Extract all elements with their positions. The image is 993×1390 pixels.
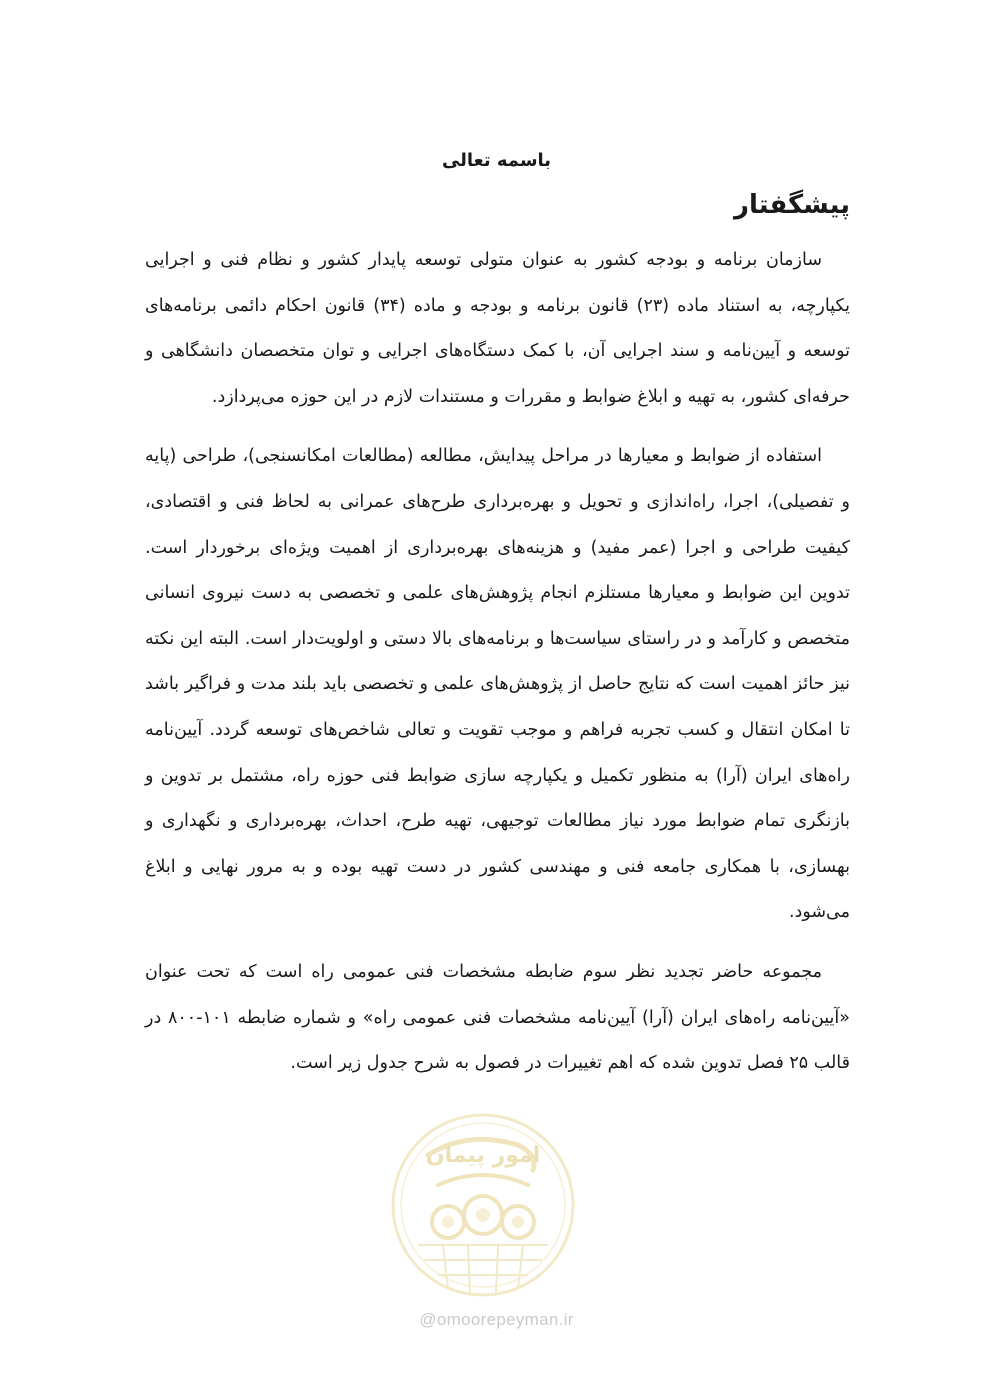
paragraph-3: مجموعه حاضر تجدید نظر سوم ضابطه مشخصات فنی عمومی راه است که تحت عنوان «آیین‌نامه راه‌های ایران (آرا) آیین‌نامه مشخصات فنی عمومی راه» و شماره ضابطه ۱۰۱-۸۰۰ در قالب ۲۵ فصل تدوین شده که اهم تغییرات در فصول به شرح جدول زیر است. [145,961,850,1074]
watermark-site: @omoorepeyman.ir [419,1310,574,1329]
paragraph-2: استفاده از ضوابط و معیارها در مراحل پیدایش، مطالعه (مطالعات امکانسنجی)، طراحی (پایه و تفصیلی)، اجرا، راه‌اندازی و تحویل و بهره‌برداری طرح‌های عمرانی به لحاظ فنی و اقتصادی، کیفیت طراحی و اجرا (عمر مفید) و هزینه‌های بهره‌برداری از اهمیت ویژه‌ای برخوردار است. تدوین این ضوابط و معیارها مستلزم انجام پژوهش‌های علمی و تخصصی به دست نیروی انسانی متخصص و کارآمد و در راستای سیاست‌ها و برنامه‌های بالا دستی و اولویت‌دار است. البته این نکته نیز حائز اهمیت است که نتایج حاصل از پژوهش‌های علمی و تخصصی باید بلند مدت و فراگیر باشد تا امکان انتقال و کسب تجربه فراهم و موجب تقویت و تعالی شاخص‌های توسعه گردد. آیین‌نامه راه‌های ایران (آرا) به منظور تکمیل و یکپارچه سازی ضوابط فنی حوزه راه، مشتمل بر تدوین و بازنگری تمام ضوابط مورد نیاز مطالعات توجیهی، تهیه طرح، احداث، بهره‌برداری و نگهداری و بهسازی، با همکاری جامعه فنی و مهندسی کشور در دست تهیه بوده و به مرور نهایی و ابلاغ می‌شود. [145,446,850,923]
watermark-logo-text: امور پیمان [425,1143,541,1168]
body-text [145,238,850,1101]
watermark-logo [388,1110,578,1300]
basmala-header: باسمه تعالی [441,150,552,171]
page-title: پیشگفتار [733,190,850,220]
paragraph-1: سازمان برنامه و بودجه کشور به عنوان متولی توسعه پایدار کشور و نظام فنی و اجرایی یکپارچه، به استناد ماده (۲۳) قانون برنامه و بودجه و ماده (۳۴) قانون احکام دائمی برنامه‌های توسعه و آیین‌نامه و سند اجرایی آن، با کمک دستگاه‌های اجرایی و توان متخصصان دانشگاهی و حرفه‌ای کشور، به تهیه و ابلاغ ضوابط و مقررات و مستندات لازم در این حوزه می‌پردازد. [145,250,850,407]
